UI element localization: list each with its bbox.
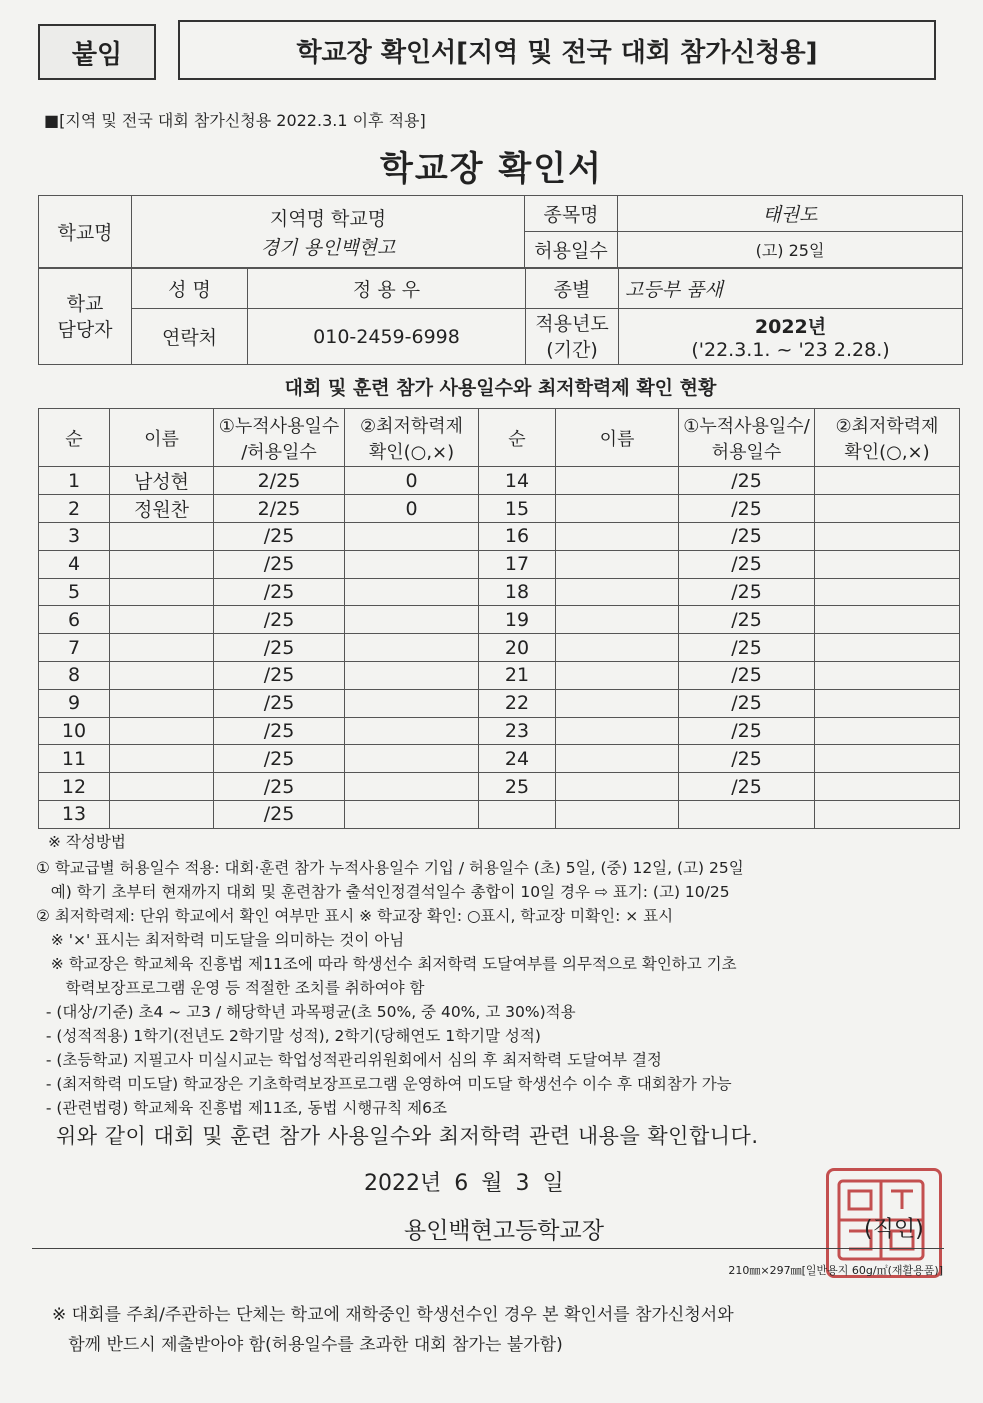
cell-days: /25 xyxy=(214,717,345,745)
allowed-label: 허용일수 xyxy=(525,232,618,268)
note-line: 학력보장프로그램 운영 등 적절한 조치를 취하여야 함 xyxy=(36,979,425,997)
col-no-right: 순 xyxy=(479,409,556,467)
col-days-right: ①누적사용일수/ 허용일수 xyxy=(679,409,815,467)
cell-days: /25 xyxy=(214,661,345,689)
table-row xyxy=(39,495,960,523)
cell-days: /25 xyxy=(679,606,815,634)
cell-name xyxy=(556,523,679,551)
cell-days: /25 xyxy=(679,523,815,551)
cell-check xyxy=(345,661,479,689)
col-name: 이름 xyxy=(110,409,214,467)
cell-no: 11 xyxy=(39,745,110,773)
cell-check xyxy=(345,523,479,551)
school-sub-label: 지역명 학교명 xyxy=(269,207,387,230)
cell-no: 10 xyxy=(39,717,110,745)
cell-no: 4 xyxy=(39,550,110,578)
cell-name xyxy=(556,800,679,828)
note-line: - (성적적용) 1학기(전년도 2학기말 성적), 2학기(당해연도 1학기말 성적) xyxy=(36,1027,541,1045)
cell-check xyxy=(345,578,479,606)
manager-table xyxy=(38,268,963,365)
table-row xyxy=(39,773,960,801)
table-row xyxy=(39,550,960,578)
status-title: 대회 및 훈련 참가 사용일수와 최저학력제 확인 현황 xyxy=(284,376,717,399)
cell-check xyxy=(815,717,960,745)
cell-days: 2/25 xyxy=(214,495,345,523)
col-days: ①누적사용일수 /허용일수 xyxy=(214,409,345,467)
attachment-tag xyxy=(38,24,156,80)
cell-no: 3 xyxy=(39,523,110,551)
note-line: - (초등학교) 지필고사 미실시교는 학업성적관리위원회에서 심의 후 최저학력 도달여부 결정 xyxy=(36,1051,662,1069)
note-line: ※ 학교장은 학교체육 진흥법 제11조에 따라 학생선수 최저학력 도달여부를 의무적으로 확인하고 기초 xyxy=(36,955,737,973)
cell-check xyxy=(815,689,960,717)
cell-check xyxy=(345,773,479,801)
table-row xyxy=(39,745,960,773)
cell-check xyxy=(815,745,960,773)
cell-check xyxy=(345,606,479,634)
cell-days: /25 xyxy=(679,661,815,689)
cell-no: 23 xyxy=(479,717,556,745)
cell-days: /25 xyxy=(679,773,815,801)
cell-check xyxy=(815,467,960,495)
cell-no: 24 xyxy=(479,745,556,773)
attachment-tag-text: 붙임 xyxy=(71,39,123,70)
cell-days: /25 xyxy=(214,634,345,662)
table-row xyxy=(39,717,960,745)
cell-check xyxy=(815,550,960,578)
cell-name: 정원찬 xyxy=(110,495,214,523)
seal-mark: (직인) xyxy=(864,1217,924,1242)
cell-name xyxy=(556,689,679,717)
cell-name xyxy=(556,661,679,689)
cell-no: 9 xyxy=(39,689,110,717)
cell-no: 21 xyxy=(479,661,556,689)
table-row xyxy=(39,606,960,634)
allowed-value: (고) 25일 xyxy=(618,232,963,268)
cell-check xyxy=(815,495,960,523)
header-title-text: 학교장 확인서[지역 및 전국 대회 참가신청용] xyxy=(296,37,818,68)
cell-check xyxy=(815,800,960,828)
cell-no: 17 xyxy=(479,550,556,578)
subtitle: ■[지역 및 전국 대회 참가신청용 2022.3.1 이후 적용] xyxy=(44,111,426,130)
cell-no: 12 xyxy=(39,773,110,801)
cell-check xyxy=(815,773,960,801)
cell-name xyxy=(110,661,214,689)
cell-days xyxy=(679,800,815,828)
cell-no xyxy=(479,800,556,828)
cell-name xyxy=(110,606,214,634)
cell-no: 19 xyxy=(479,606,556,634)
cell-days: /25 xyxy=(214,745,345,773)
cell-name xyxy=(556,634,679,662)
cell-name xyxy=(110,634,214,662)
cell-days: /25 xyxy=(679,578,815,606)
sport-value: 태권도 xyxy=(618,196,963,232)
cell-check xyxy=(815,661,960,689)
cell-no: 8 xyxy=(39,661,110,689)
cell-no: 14 xyxy=(479,467,556,495)
cell-check xyxy=(345,745,479,773)
cell-days: /25 xyxy=(214,773,345,801)
note-line: 예) 학기 초부터 현재까지 대회 및 훈련참가 출석인정결석일수 총합이 10일 경우 ⇨ 표기: (고) 10/25 xyxy=(36,883,730,901)
cell-name xyxy=(556,550,679,578)
cell-check: 0 xyxy=(345,495,479,523)
name-value: 정 용 우 xyxy=(248,269,526,309)
cell-days: /25 xyxy=(214,689,345,717)
table-row xyxy=(39,578,960,606)
table-row xyxy=(39,689,960,717)
cell-name: 남성현 xyxy=(110,467,214,495)
cell-check xyxy=(815,606,960,634)
cell-no: 7 xyxy=(39,634,110,662)
cell-no: 2 xyxy=(39,495,110,523)
cell-name xyxy=(110,745,214,773)
footer-note-1: ※ 대회를 주최/주관하는 단체는 학교에 재학중인 학생선수인 경우 본 확인서를 참가신청서와 xyxy=(52,1305,734,1325)
status-table xyxy=(38,408,960,829)
cell-check xyxy=(815,578,960,606)
cell-check xyxy=(345,634,479,662)
cell-days: /25 xyxy=(679,689,815,717)
note-line: ※ '×' 표시는 최저학력 미도달을 의미하는 것이 아님 xyxy=(36,931,405,949)
cell-no: 22 xyxy=(479,689,556,717)
cell-name xyxy=(556,606,679,634)
note-line: ① 학교급별 허용일수 적용: 대회·훈련 참가 누적사용일수 기입 / 허용일수 (초) 5일, (중) 12일, (고) 25일 xyxy=(36,859,744,877)
cell-no: 20 xyxy=(479,634,556,662)
name-label: 성 명 xyxy=(132,269,248,309)
note-line: - (대상/기준) 초4 ~ 고3 / 해당학년 과목평균(초 50%, 중 40%, 고 30%)적용 xyxy=(36,1003,576,1021)
cell-check xyxy=(345,800,479,828)
cell-no: 6 xyxy=(39,606,110,634)
cell-check xyxy=(815,523,960,551)
cell-days: /25 xyxy=(214,550,345,578)
cell-no: 5 xyxy=(39,578,110,606)
col-check: ②최저학력제 확인(○,×) xyxy=(345,409,479,467)
contact-label: 연락처 xyxy=(132,309,248,365)
signer: 용인백현고등학교장 xyxy=(404,1218,604,1244)
cell-no: 13 xyxy=(39,800,110,828)
cell-name xyxy=(110,717,214,745)
divider xyxy=(32,1248,944,1249)
cell-days: /25 xyxy=(679,634,815,662)
cell-days: /25 xyxy=(679,550,815,578)
cell-name xyxy=(556,467,679,495)
note-line: ② 최저학력제: 단위 학교에서 확인 여부만 표시 ※ 학교장 확인: ○표시, 학교장 미확인: × 표시 xyxy=(36,907,674,925)
paper-spec: 210㎜×297㎜[일반용지 60g/㎡(재활용품)] xyxy=(728,1264,943,1277)
cell-name xyxy=(556,717,679,745)
cell-check xyxy=(345,717,479,745)
school-label: 학교명 xyxy=(39,196,132,268)
year-cell xyxy=(619,309,963,365)
cell-no: 16 xyxy=(479,523,556,551)
year-value: 2022년 xyxy=(754,316,827,338)
school-value: 경기 용인백현고 xyxy=(260,236,396,259)
cell-days: /25 xyxy=(214,578,345,606)
cell-check xyxy=(815,634,960,662)
category-label: 종별 xyxy=(526,269,619,309)
cell-days: /25 xyxy=(214,523,345,551)
sport-label: 종목명 xyxy=(525,196,618,232)
cell-days: /25 xyxy=(679,745,815,773)
cell-days: 2/25 xyxy=(214,467,345,495)
school-cell xyxy=(132,196,525,268)
cell-check xyxy=(345,689,479,717)
cell-name xyxy=(110,800,214,828)
year-period: ('22.3.1. ~ '23 2.28.) xyxy=(691,339,890,361)
confirm-statement: 위와 같이 대회 및 훈련 참가 사용일수와 최저학력 관련 내용을 확인합니다. xyxy=(56,1124,759,1148)
document-header-title xyxy=(178,20,936,80)
cell-days: /25 xyxy=(214,606,345,634)
note-line: - (최저학력 미도달) 학교장은 기초학력보장프로그램 운영하여 미도달 학생선수 이수 후 대회참가 가능 xyxy=(36,1075,732,1093)
notes-list xyxy=(36,856,744,1120)
cell-no: 15 xyxy=(479,495,556,523)
cell-no: 1 xyxy=(39,467,110,495)
cell-name xyxy=(110,523,214,551)
footer-note-2: 함께 반드시 제출받아야 함(허용일수를 초과한 대회 참가는 불가함) xyxy=(52,1335,563,1355)
contact-value: 010-2459-6998 xyxy=(248,309,526,365)
table-row xyxy=(39,523,960,551)
col-check-right: ②최저학력제 확인(○,×) xyxy=(815,409,960,467)
cell-no: 18 xyxy=(479,578,556,606)
status-header-row xyxy=(39,409,960,467)
cell-days: /25 xyxy=(679,495,815,523)
table-row xyxy=(39,467,960,495)
cell-no: 25 xyxy=(479,773,556,801)
cell-name xyxy=(110,578,214,606)
cell-name xyxy=(556,495,679,523)
page-title: 학교장 확인서 xyxy=(380,148,603,189)
cell-days: /25 xyxy=(679,717,815,745)
cell-check xyxy=(345,550,479,578)
cell-name xyxy=(110,550,214,578)
col-no: 순 xyxy=(39,409,110,467)
cell-name xyxy=(556,578,679,606)
confirm-date: 2022년 6 월 3 일 xyxy=(364,1171,564,1196)
cell-check: 0 xyxy=(345,467,479,495)
cell-name xyxy=(110,689,214,717)
year-label: 적용년도 (기간) xyxy=(526,309,619,365)
manager-label: 학교 담당자 xyxy=(39,269,132,365)
cell-days: /25 xyxy=(214,800,345,828)
cell-days: /25 xyxy=(679,467,815,495)
cell-name xyxy=(556,773,679,801)
info-table xyxy=(38,195,963,268)
table-row xyxy=(39,661,960,689)
category-value: 고등부 품새 xyxy=(619,269,963,309)
note-line: - (관련법령) 학교체육 진흥법 제11조, 동법 시행규칙 제6조 xyxy=(36,1099,447,1117)
table-row xyxy=(39,800,960,828)
table-row xyxy=(39,634,960,662)
col-name-right: 이름 xyxy=(556,409,679,467)
cell-name xyxy=(556,745,679,773)
notes-heading: ※ 작성방법 xyxy=(48,833,126,851)
cell-name xyxy=(110,773,214,801)
